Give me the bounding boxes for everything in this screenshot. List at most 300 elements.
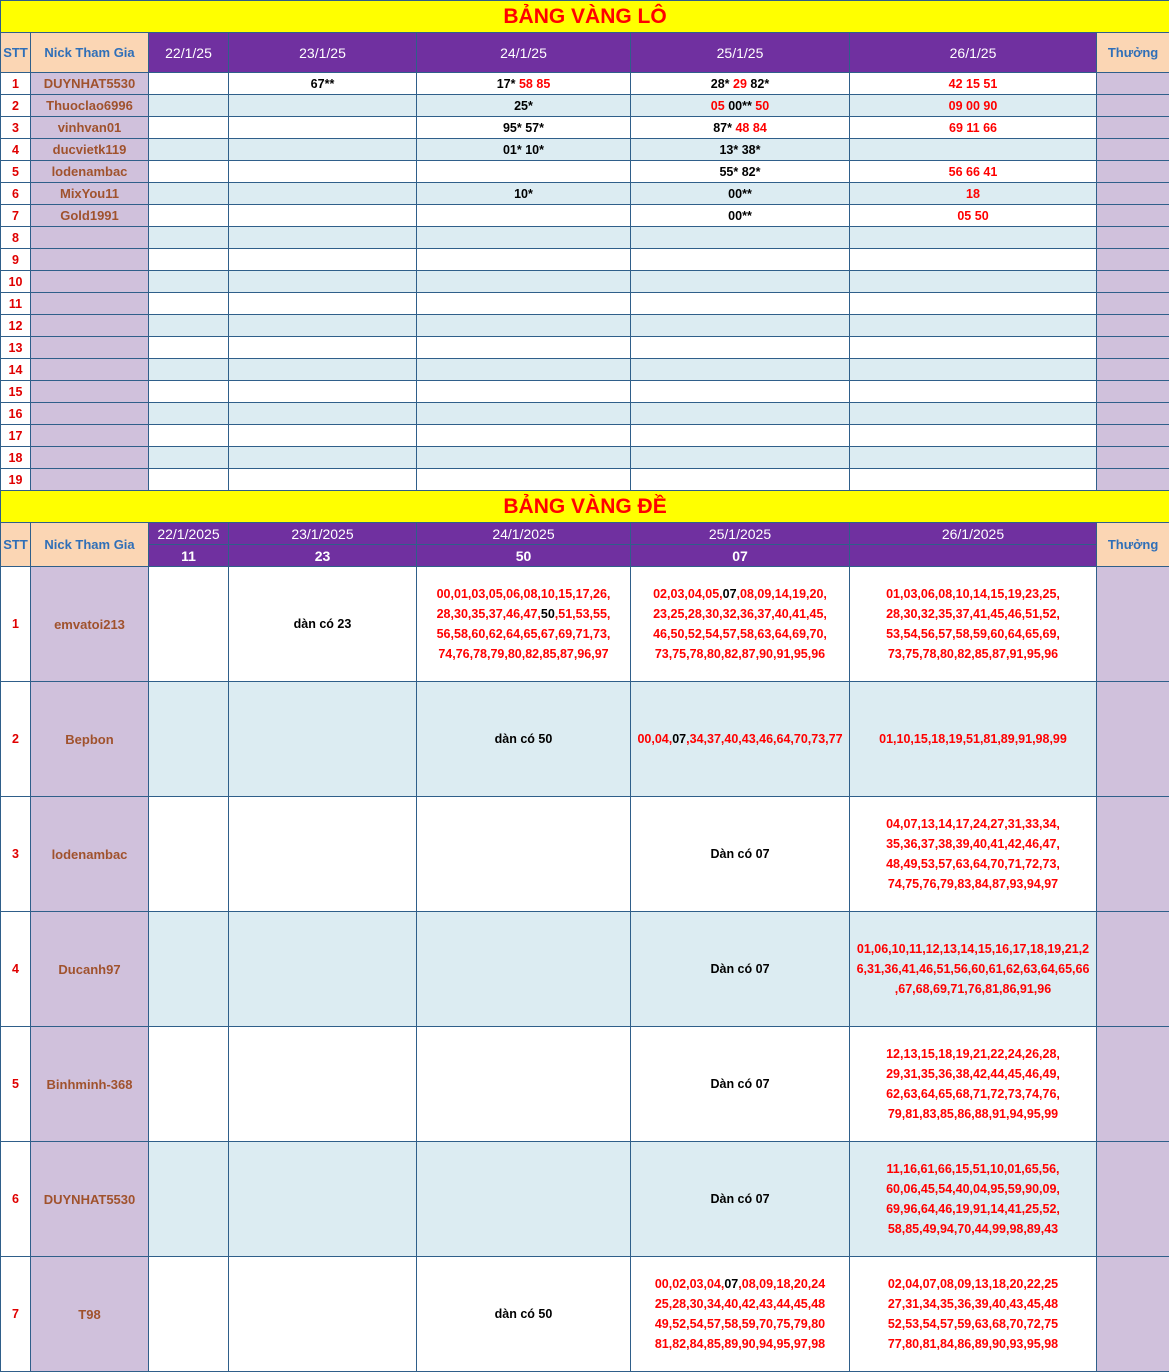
entry-text: 00** (728, 98, 756, 113)
entry-cell (149, 1027, 229, 1142)
row-nick: lodenambac (31, 161, 149, 183)
entry-cell (850, 205, 1097, 227)
entry-cell (229, 425, 417, 447)
entry-cell (149, 567, 229, 682)
row-nick (31, 337, 149, 359)
entry-cell (417, 271, 631, 293)
bang-vang-lo-table (0, 0, 1169, 491)
entry-cell (631, 1027, 850, 1142)
entry-cell (229, 682, 417, 797)
entry-cell (149, 73, 229, 95)
table-row (1, 227, 1169, 249)
entry-text: ,67,68,69,71,76,81,86,91,96 (894, 982, 1052, 996)
entry-text: 05 50 (957, 208, 989, 223)
row-thuong (1097, 271, 1169, 293)
row-nick (31, 403, 149, 425)
entry-cell (850, 249, 1097, 271)
entry-cell (631, 117, 850, 139)
entry-text: 69,96,64,46,19,91,14,41,25,52, (886, 1202, 1060, 1216)
table-row (1, 682, 1169, 797)
entry-text: 10* (514, 186, 533, 201)
row-nick (31, 359, 149, 381)
entry-text: 18 (966, 186, 980, 201)
entry-text: 81,82,84,85,89,90,94,95,97,98 (654, 1337, 826, 1351)
entry-cell (417, 337, 631, 359)
row-nick (31, 425, 149, 447)
row-stt: 8 (1, 227, 31, 249)
de-header-date: 22/1/2025 (149, 523, 229, 545)
table-row (1, 567, 1169, 682)
entry-text: 73,75,78,80,82,85,87,91,95,96 (887, 647, 1059, 661)
row-stt: 6 (1, 183, 31, 205)
entry-text: 42 15 51 (948, 76, 998, 91)
lo-header-date: 24/1/25 (417, 33, 631, 73)
entry-cell (149, 161, 229, 183)
entry-cell (850, 337, 1097, 359)
de-result-number (850, 545, 1097, 567)
entry-text: Dàn có 07 (710, 1077, 770, 1091)
entry-cell (850, 183, 1097, 205)
row-stt: 10 (1, 271, 31, 293)
entry-cell (417, 1142, 631, 1257)
entry-cell (229, 337, 417, 359)
row-nick (31, 381, 149, 403)
entry-text: 58 85 (518, 76, 551, 91)
row-stt: 13 (1, 337, 31, 359)
entry-cell (850, 95, 1097, 117)
entry-cell (149, 293, 229, 315)
row-nick: Gold1991 (31, 205, 149, 227)
lo-header-thuong: Thưởng (1097, 33, 1169, 73)
entry-cell (149, 337, 229, 359)
entry-cell (149, 1257, 229, 1372)
entry-cell (631, 425, 850, 447)
entry-text: 46,50,52,54,57,58,63,64,69,70, (653, 627, 827, 641)
entry-text: 82* (750, 76, 770, 91)
entry-cell (631, 567, 850, 682)
entry-text: 48 84 (735, 120, 767, 135)
entry-text: 13* 38* (719, 142, 761, 157)
entry-cell (229, 161, 417, 183)
entry-text: 01,03,06,08,10,14,15,19,23,25, (886, 587, 1060, 601)
row-nick: Binhminh-368 (31, 1027, 149, 1142)
entry-text: 07 (672, 732, 687, 746)
entry-cell (149, 912, 229, 1027)
entry-cell (850, 381, 1097, 403)
row-stt: 16 (1, 403, 31, 425)
table-row (1, 403, 1169, 425)
de-result-number: 11 (149, 545, 229, 567)
entry-text: 35,36,37,38,39,40,41,42,46,47, (886, 837, 1060, 851)
entry-cell (149, 139, 229, 161)
entry-text: 00,04, (637, 732, 673, 746)
row-thuong (1097, 205, 1169, 227)
row-nick (31, 249, 149, 271)
row-stt: 17 (1, 425, 31, 447)
entry-cell (850, 1257, 1097, 1372)
entry-cell (850, 1027, 1097, 1142)
entry-cell (229, 183, 417, 205)
row-nick (31, 447, 149, 469)
entry-cell (149, 403, 229, 425)
table-row (1, 183, 1169, 205)
lo-header-date: 26/1/25 (850, 33, 1097, 73)
entry-cell (149, 227, 229, 249)
entry-cell (850, 797, 1097, 912)
entry-cell (631, 139, 850, 161)
row-thuong (1097, 249, 1169, 271)
de-result-number: 07 (631, 545, 850, 567)
entry-text: 6,31,36,41,46,51,56,60,61,62,63,64,65,66 (856, 962, 1090, 976)
row-nick: DUYNHAT5530 (31, 73, 149, 95)
row-stt: 3 (1, 117, 31, 139)
entry-cell (229, 293, 417, 315)
entry-cell (149, 682, 229, 797)
entry-text: Dàn có 07 (710, 847, 770, 861)
de-header-stt: STT (1, 523, 31, 567)
row-thuong (1097, 359, 1169, 381)
entry-cell (631, 682, 850, 797)
row-thuong (1097, 315, 1169, 337)
row-thuong (1097, 1027, 1169, 1142)
table-row (1, 359, 1169, 381)
entry-cell (850, 912, 1097, 1027)
entry-cell (631, 249, 850, 271)
entry-text: 77,80,81,84,86,89,90,93,95,98 (887, 1337, 1059, 1351)
entry-cell (229, 315, 417, 337)
entry-text: dàn có 50 (494, 1307, 553, 1321)
table-row (1, 117, 1169, 139)
entry-cell (631, 161, 850, 183)
entry-cell (631, 337, 850, 359)
entry-cell (631, 403, 850, 425)
row-stt: 19 (1, 469, 31, 491)
table-row (1, 1142, 1169, 1257)
entry-cell (417, 315, 631, 337)
lo-header-stt: STT (1, 33, 31, 73)
entry-text: 56 66 41 (948, 164, 998, 179)
entry-text: 28,30,35,37,46,47, (436, 607, 541, 621)
entry-text: 01,06,10,11,12,13,14,15,16,17,18,19,21,2 (856, 942, 1090, 956)
row-nick: vinhvan01 (31, 117, 149, 139)
entry-cell (229, 469, 417, 491)
row-nick: ducvietk119 (31, 139, 149, 161)
entry-cell (631, 1257, 850, 1372)
entry-cell (850, 227, 1097, 249)
entry-text: 02,04,07,08,09,13,18,20,22,25 (887, 1277, 1059, 1291)
entry-text: Dàn có 07 (710, 962, 770, 976)
entry-cell (149, 95, 229, 117)
entry-text: 62,63,64,65,68,71,72,73,74,76, (886, 1087, 1060, 1101)
entry-cell (850, 161, 1097, 183)
entry-text: ,34,37,40,43,46,64,70,73,77 (686, 732, 843, 746)
entry-cell (631, 205, 850, 227)
entry-cell (417, 183, 631, 205)
entry-cell (631, 271, 850, 293)
entry-text: ,51,53,55, (554, 607, 611, 621)
row-nick (31, 469, 149, 491)
table-row (1, 205, 1169, 227)
entry-cell (149, 271, 229, 293)
entry-text: 53,54,56,57,58,59,60,64,65,69, (886, 627, 1060, 641)
entry-text: 11,16,61,66,15,51,10,01,65,56, (886, 1162, 1060, 1176)
entry-text: 67** (310, 76, 335, 91)
entry-text: 58,85,49,94,70,44,99,98,89,43 (887, 1222, 1059, 1236)
entry-cell (149, 117, 229, 139)
entry-cell (149, 315, 229, 337)
lo-header-date: 23/1/25 (229, 33, 417, 73)
entry-cell (417, 249, 631, 271)
row-nick (31, 227, 149, 249)
table-row (1, 337, 1169, 359)
row-nick: emvatoi213 (31, 567, 149, 682)
entry-cell (417, 161, 631, 183)
row-thuong (1097, 447, 1169, 469)
entry-cell (417, 95, 631, 117)
table-row (1, 139, 1169, 161)
row-stt: 5 (1, 1027, 31, 1142)
table-row (1, 73, 1169, 95)
entry-cell (850, 359, 1097, 381)
entry-cell (417, 205, 631, 227)
row-nick: T98 (31, 1257, 149, 1372)
entry-cell (631, 447, 850, 469)
de-result-number: 23 (229, 545, 417, 567)
entry-cell (417, 797, 631, 912)
row-thuong (1097, 469, 1169, 491)
row-nick (31, 271, 149, 293)
entry-cell (850, 1142, 1097, 1257)
entry-cell (149, 797, 229, 912)
entry-cell (850, 271, 1097, 293)
row-stt: 4 (1, 912, 31, 1027)
row-thuong (1097, 95, 1169, 117)
entry-text: 50 (540, 607, 555, 621)
lo-header-date: 25/1/25 (631, 33, 850, 73)
entry-cell (149, 183, 229, 205)
row-nick (31, 293, 149, 315)
entry-cell (417, 447, 631, 469)
row-stt: 18 (1, 447, 31, 469)
lo-header-nick: Nick Tham Gia (31, 33, 149, 73)
entry-cell (229, 403, 417, 425)
row-stt: 5 (1, 161, 31, 183)
entry-cell (229, 1027, 417, 1142)
table-row (1, 469, 1169, 491)
entry-cell (229, 205, 417, 227)
entry-cell (850, 469, 1097, 491)
row-stt: 1 (1, 73, 31, 95)
entry-text: 50 (755, 98, 770, 113)
entry-text: 56,58,60,62,64,65,67,69,71,73, (436, 627, 611, 641)
entry-cell (631, 183, 850, 205)
row-nick: Ducanh97 (31, 912, 149, 1027)
entry-text: 28* (710, 76, 734, 91)
de-header-thuong: Thưởng (1097, 523, 1169, 567)
table-row (1, 381, 1169, 403)
row-stt: 6 (1, 1142, 31, 1257)
table-row (1, 271, 1169, 293)
entry-cell (149, 447, 229, 469)
row-thuong (1097, 403, 1169, 425)
row-thuong (1097, 161, 1169, 183)
entry-text: 07 (722, 587, 737, 601)
entry-cell (417, 73, 631, 95)
entry-text: 25* (514, 98, 533, 113)
table-row (1, 161, 1169, 183)
entry-cell (417, 359, 631, 381)
entry-cell (229, 447, 417, 469)
row-thuong (1097, 117, 1169, 139)
table-row (1, 425, 1169, 447)
bang-vang-de-table (0, 490, 1169, 1372)
entry-text: 29 (733, 76, 751, 91)
entry-text: Dàn có 07 (710, 1192, 770, 1206)
entry-cell (417, 403, 631, 425)
entry-text: 05 (710, 98, 729, 113)
table-row (1, 447, 1169, 469)
entry-cell (417, 139, 631, 161)
row-thuong (1097, 73, 1169, 95)
entry-cell (149, 469, 229, 491)
table-row (1, 797, 1169, 912)
table-row (1, 95, 1169, 117)
entry-cell (149, 359, 229, 381)
entry-text: 07 (724, 1277, 739, 1291)
entry-text: ,08,09,18,20,24 (738, 1277, 826, 1291)
entry-cell (149, 1142, 229, 1257)
entry-text: 04,07,13,14,17,24,27,31,33,34, (886, 817, 1060, 831)
de-header-date: 26/1/2025 (850, 523, 1097, 545)
entry-text: 87* (713, 120, 736, 135)
entry-cell (229, 1257, 417, 1372)
entry-text: 79,81,83,85,86,88,91,94,95,99 (887, 1107, 1059, 1121)
row-thuong (1097, 797, 1169, 912)
entry-cell (417, 567, 631, 682)
entry-text: 73,75,78,80,82,87,90,91,95,96 (654, 647, 826, 661)
entry-cell (850, 403, 1097, 425)
entry-text: 27,31,34,35,36,39,40,43,45,48 (887, 1297, 1059, 1311)
entry-text: 74,76,78,79,80,82,85,87,96,97 (438, 647, 609, 661)
entry-cell (229, 227, 417, 249)
entry-cell (417, 381, 631, 403)
entry-text: 69 11 66 (949, 120, 997, 135)
row-stt: 4 (1, 139, 31, 161)
row-stt: 2 (1, 95, 31, 117)
entry-text: 60,06,45,54,40,04,95,59,90,09, (886, 1182, 1060, 1196)
row-stt: 2 (1, 682, 31, 797)
entry-text: 00,02,03,04, (654, 1277, 725, 1291)
entry-cell (417, 425, 631, 447)
entry-cell (229, 117, 417, 139)
de-header-date: 24/1/2025 (417, 523, 631, 545)
entry-cell (229, 95, 417, 117)
entry-cell (850, 293, 1097, 315)
entry-cell (229, 381, 417, 403)
de-header-date: 23/1/2025 (229, 523, 417, 545)
row-thuong (1097, 183, 1169, 205)
entry-text: 52,53,54,57,59,63,68,70,72,75 (887, 1317, 1059, 1331)
row-thuong (1097, 425, 1169, 447)
table-row (1, 1027, 1169, 1142)
entry-text: 23,25,28,30,32,36,37,40,41,45, (653, 607, 827, 621)
entry-cell (417, 682, 631, 797)
table-row (1, 293, 1169, 315)
entry-cell (850, 447, 1097, 469)
row-nick: MixYou11 (31, 183, 149, 205)
row-thuong (1097, 912, 1169, 1027)
entry-cell (850, 139, 1097, 161)
row-thuong (1097, 1257, 1169, 1372)
entry-cell (417, 117, 631, 139)
de-header-nick: Nick Tham Gia (31, 523, 149, 567)
de-result-number: 50 (417, 545, 631, 567)
row-stt: 1 (1, 567, 31, 682)
table-row (1, 315, 1169, 337)
entry-cell (631, 381, 850, 403)
entry-cell (850, 73, 1097, 95)
entry-cell (229, 73, 417, 95)
entry-text: 95* 57* (502, 120, 544, 135)
row-stt: 11 (1, 293, 31, 315)
entry-cell (850, 567, 1097, 682)
entry-text: 00** (728, 186, 752, 201)
entry-cell (631, 797, 850, 912)
entry-text: 49,52,54,57,58,59,70,75,79,80 (654, 1317, 826, 1331)
entry-cell (229, 249, 417, 271)
row-thuong (1097, 293, 1169, 315)
entry-cell (229, 797, 417, 912)
entry-cell (417, 469, 631, 491)
entry-text: 09 00 90 (948, 98, 998, 113)
row-stt: 9 (1, 249, 31, 271)
row-thuong (1097, 682, 1169, 797)
entry-cell (149, 425, 229, 447)
table-row (1, 1257, 1169, 1372)
entry-cell (417, 227, 631, 249)
row-nick: lodenambac (31, 797, 149, 912)
row-nick: Thuoclao6996 (31, 95, 149, 117)
table-row (1, 912, 1169, 1027)
lo-header-date: 22/1/25 (149, 33, 229, 73)
row-thuong (1097, 567, 1169, 682)
row-nick (31, 315, 149, 337)
entry-cell (850, 425, 1097, 447)
table-row (1, 249, 1169, 271)
entry-cell (229, 912, 417, 1027)
row-thuong (1097, 1142, 1169, 1257)
lo-title: BẢNG VÀNG LÔ (1, 1, 1169, 33)
row-nick: DUYNHAT5530 (31, 1142, 149, 1257)
entry-cell (417, 1027, 631, 1142)
entry-text: 48,49,53,57,63,64,70,71,72,73, (886, 857, 1060, 871)
row-thuong (1097, 139, 1169, 161)
entry-text: 02,03,04,05, (653, 587, 723, 601)
de-header-date: 25/1/2025 (631, 523, 850, 545)
entry-cell (631, 227, 850, 249)
entry-cell (850, 315, 1097, 337)
entry-text: 00,01,03,05,06,08,10,15,17,26, (436, 587, 611, 601)
entry-cell (631, 469, 850, 491)
entry-cell (631, 315, 850, 337)
row-thuong (1097, 381, 1169, 403)
de-title: BẢNG VÀNG ĐỀ (1, 491, 1169, 523)
row-thuong (1097, 227, 1169, 249)
entry-text: dàn có 23 (293, 617, 352, 631)
row-nick: Bepbon (31, 682, 149, 797)
entry-cell (417, 1257, 631, 1372)
entry-cell (850, 117, 1097, 139)
